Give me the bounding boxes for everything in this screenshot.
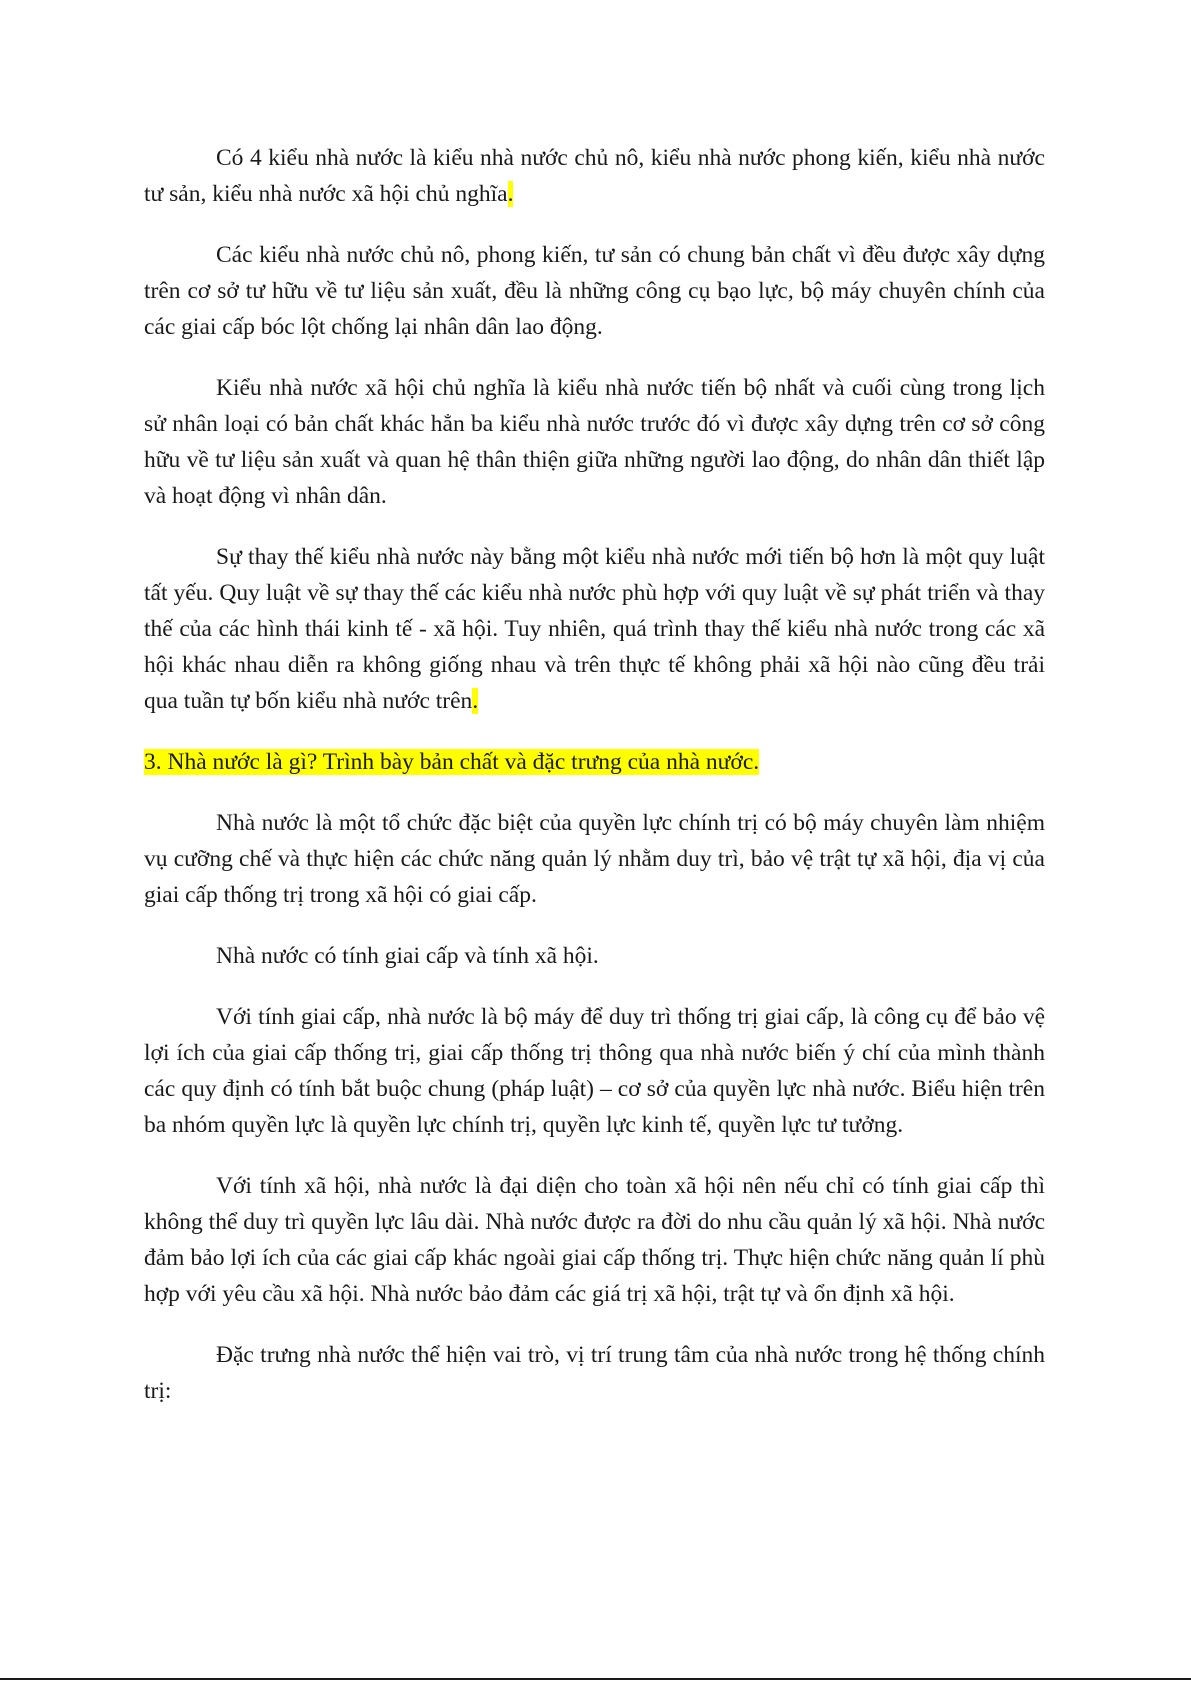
page-bottom-rule <box>0 1678 1191 1680</box>
highlighted-period: . <box>472 688 479 714</box>
paragraph-text: Có 4 kiểu nhà nước là kiểu nhà nước chủ nô, kiểu nhà nước phong kiến, kiểu nhà nước tư sản, kiểu nhà nước xã hội chủ nghĩa <box>144 145 1045 207</box>
document-body <box>144 140 1045 1434</box>
paragraph-socialist-state: Kiểu nhà nước xã hội chủ nghĩa là kiểu nhà nước tiến bộ nhất và cuối cùng trong lịch sử nhân loại có bản chất khác hẳn ba kiểu nhà nước trước đó vì được xây dựng trên cơ sở công hữu về tư liệu sản xuất và quan hệ thân thiện giữa những người lao động, do nhân dân thiết lập và hoạt động vì nhân dân. <box>144 375 1045 509</box>
paragraph-state-definition: Nhà nước là một tổ chức đặc biệt của quyền lực chính trị có bộ máy chuyên làm nhiệm vụ cưỡng chế và thực hiện các chức năng quản lý nhằm duy trì, bảo vệ trật tự xã hội, địa vị của giai cấp thống trị trong xã hội có giai cấp. <box>144 810 1045 908</box>
highlighted-period: . <box>507 181 514 207</box>
paragraph-text: Sự thay thế kiểu nhà nước này bằng một kiểu nhà nước mới tiến bộ hơn là một quy luật tất yếu. Quy luật về sự thay thế các kiểu nhà nước phù hợp với quy luật về sự phát triển và thay thế của các hình thái kinh tế - xã hội. Tuy nhiên, quá trình thay thế kiểu nhà nước trong các xã hội khác nhau diễn ra không giống nhau và trên thực tế không phải xã hội nào cũng đều trải qua tuần tự bốn kiểu nhà nước trên <box>144 544 1045 714</box>
paragraph-state-nature: Nhà nước có tính giai cấp và tính xã hội. <box>216 943 599 969</box>
paragraph-state-replacement <box>144 539 1045 719</box>
paragraph-class-nature: Với tính giai cấp, nhà nước là bộ máy để duy trì thống trị giai cấp, là công cụ để bảo vệ lợi ích của giai cấp thống trị, giai cấp thống trị thông qua nhà nước biến ý chí của mình thành các quy định có tính bắt buộc chung (pháp luật) – cơ sở của quyền lực nhà nước. Biểu hiện trên ba nhóm quyền lực là quyền lực chính trị, quyền lực kinh tế, quyền lực tư tưởng. <box>144 1004 1045 1138</box>
paragraph-state-characteristics: Đặc trưng nhà nước thể hiện vai trò, vị trí trung tâm của nhà nước trong hệ thống chính trị: <box>144 1342 1045 1404</box>
paragraph-exploiting-states: Các kiểu nhà nước chủ nô, phong kiến, tư sản có chung bản chất vì đều được xây dựng trên cơ sở tư hữu về tư liệu sản xuất, đều là những công cụ bạo lực, bộ máy chuyên chính của các giai cấp bóc lột chống lại nhân dân lao động. <box>144 242 1045 340</box>
highlighted-heading-text: 3. Nhà nước là gì? Trình bày bản chất và đặc trưng của nhà nước. <box>144 749 760 775</box>
paragraph-state-types <box>144 140 1045 212</box>
section-heading <box>144 744 1045 780</box>
paragraph-social-nature: Với tính xã hội, nhà nước là đại diện cho toàn xã hội nên nếu chỉ có tính giai cấp thì không thể duy trì quyền lực lâu dài. Nhà nước được ra đời do nhu cầu quản lý xã hội. Nhà nước đảm bảo lợi ích của các giai cấp khác ngoài giai cấp thống trị. Thực hiện chức năng quản lí phù hợp với yêu cầu xã hội. Nhà nước bảo đảm các giá trị xã hội, trật tự và ổn định xã hội. <box>144 1173 1045 1307</box>
